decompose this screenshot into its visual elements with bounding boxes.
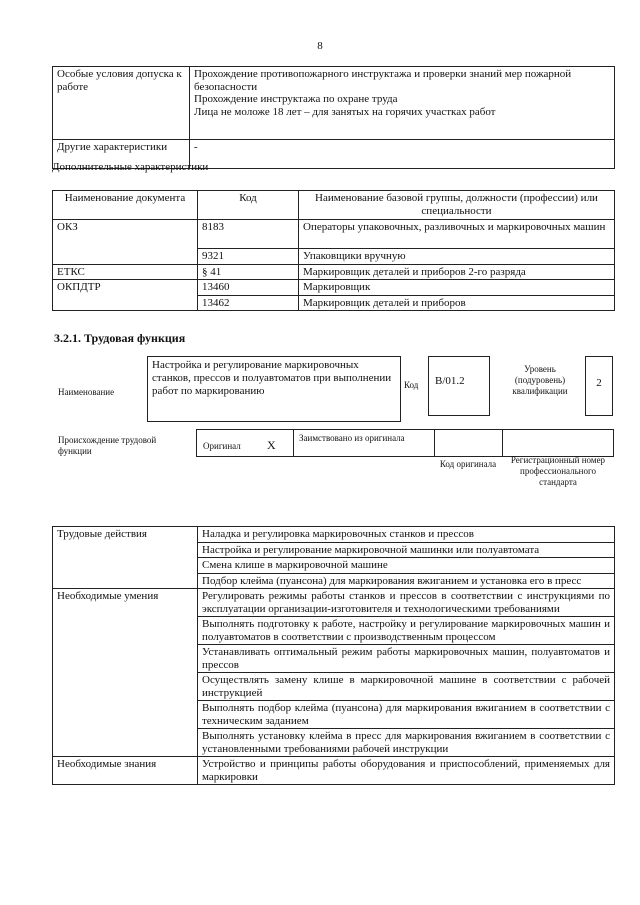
name-cell: Упаковщики вручную bbox=[299, 249, 615, 265]
page-number: 8 bbox=[317, 40, 323, 52]
skill-item: Осуществлять замену клише в маркировочной машине в соответствии с рабочей инструкцией bbox=[198, 673, 615, 701]
divider bbox=[293, 430, 294, 456]
knowledge-label: Необходимые знания bbox=[53, 757, 198, 785]
code-cell: § 41 bbox=[198, 264, 299, 280]
name-cell: Маркировщик деталей и приборов 2-го разряда bbox=[299, 264, 615, 280]
origin-label: Происхождение трудовой функции bbox=[58, 435, 157, 456]
function-name-box: Настройка и регулирование маркировочных станков, прессов и полуавтоматов при выполнении работ по маркированию bbox=[147, 356, 401, 422]
original-mark: X bbox=[267, 438, 276, 452]
table-row bbox=[53, 589, 615, 617]
origin-box bbox=[196, 429, 614, 457]
skill-item: Выполнять подбор клейма (пуансона) для маркирования вжиганием в соответствии с техническим заданием bbox=[198, 701, 615, 729]
code-cell: 9321 bbox=[198, 249, 299, 265]
code-cell: 13460 bbox=[198, 280, 299, 296]
name-cell: Маркировщик деталей и приборов bbox=[299, 295, 615, 311]
knowledge-item: Устройство и принципы работы оборудования и приспособлений, применяемых для маркировки bbox=[198, 757, 615, 785]
other-label: Другие характеристики bbox=[53, 140, 190, 169]
code-original-label: Код оригинала bbox=[439, 459, 497, 469]
table-row bbox=[53, 220, 615, 249]
action-item: Подбор клейма (пуансона) для маркирования вжиганием и установка его в пресс bbox=[198, 573, 615, 589]
borrowed-label: Заимствовано из оригинала bbox=[299, 433, 405, 443]
level-label: Уровень (подуровень) квалификации bbox=[512, 364, 568, 396]
name-cell: Операторы упаковочных, разливочных и маркировочных машин bbox=[299, 220, 615, 249]
table-row bbox=[53, 264, 615, 280]
action-item: Настройка и регулирование маркировочной машинки или полуавтомата bbox=[198, 542, 615, 558]
code-label: Код bbox=[404, 380, 419, 390]
doc-cell: ОКПДТР bbox=[53, 280, 198, 311]
table-row bbox=[53, 527, 615, 543]
conditions-value bbox=[190, 67, 615, 140]
code-cell: 13462 bbox=[198, 295, 299, 311]
skill-item: Выполнять установку клейма в пресс для маркирования вжиганием в соответствии с установленными требованиями рабочей инструкции bbox=[198, 729, 615, 757]
reg-number-label: Регистрационный номер профессионального стандарта bbox=[510, 455, 606, 487]
details-table bbox=[52, 526, 615, 785]
table-row bbox=[53, 67, 615, 140]
condition-line: Лица не моложе 18 лет – для занятых на горячих участках работ bbox=[194, 105, 496, 118]
condition-line: Прохождение инструктажа по охране труда bbox=[194, 93, 398, 105]
skill-item: Устанавливать оптимальный режим работы маркировочных машин, полуавтоматов и прессов bbox=[198, 645, 615, 673]
additional-table bbox=[52, 190, 615, 311]
skill-item: Регулировать режимы работы станков и прессов в соответствии с инструкциями по эксплуатации организации-изготовителя и технологическими требованиями bbox=[198, 589, 615, 617]
skill-item: Выполнять подготовку к работе, настройку и регулирование маркировочных машин и полуавтоматов в соответствии с производственным процессом bbox=[198, 617, 615, 645]
code-cell: 8183 bbox=[198, 220, 299, 249]
doc-cell: ЕТКС bbox=[53, 264, 198, 280]
function-heading: 3.2.1. Трудовая функция bbox=[54, 331, 186, 345]
table-row bbox=[53, 280, 615, 296]
header-doc: Наименование документа bbox=[53, 191, 198, 220]
divider bbox=[434, 430, 435, 456]
code-value-box: B/01.2 bbox=[428, 356, 490, 416]
other-value: - bbox=[190, 140, 615, 169]
divider bbox=[502, 430, 503, 456]
original-label: Оригинал bbox=[203, 441, 241, 451]
header-code: Код bbox=[198, 191, 299, 220]
actions-label: Трудовые действия bbox=[53, 527, 198, 589]
level-value-box: 2 bbox=[585, 356, 613, 416]
conditions-table bbox=[52, 66, 615, 169]
name-label: Наименование bbox=[58, 387, 115, 397]
conditions-label: Особые условия допуска к работе bbox=[53, 67, 190, 140]
condition-line: Прохождение противопожарного инструктажа и проверки знаний мер пожарной безопасности bbox=[194, 68, 572, 93]
action-item: Смена клише в маркировочной машине bbox=[198, 558, 615, 574]
additional-title: Дополнительные характеристики bbox=[52, 161, 209, 173]
table-header-row bbox=[53, 191, 615, 220]
doc-cell: ОКЗ bbox=[53, 220, 198, 265]
header-name: Наименование базовой группы, должности (профессии) или специальности bbox=[299, 191, 615, 220]
name-cell: Маркировщик bbox=[299, 280, 615, 296]
table-row bbox=[53, 757, 615, 785]
action-item: Наладка и регулировка маркировочных станков и прессов bbox=[198, 527, 615, 543]
skills-label: Необходимые умения bbox=[53, 589, 198, 757]
